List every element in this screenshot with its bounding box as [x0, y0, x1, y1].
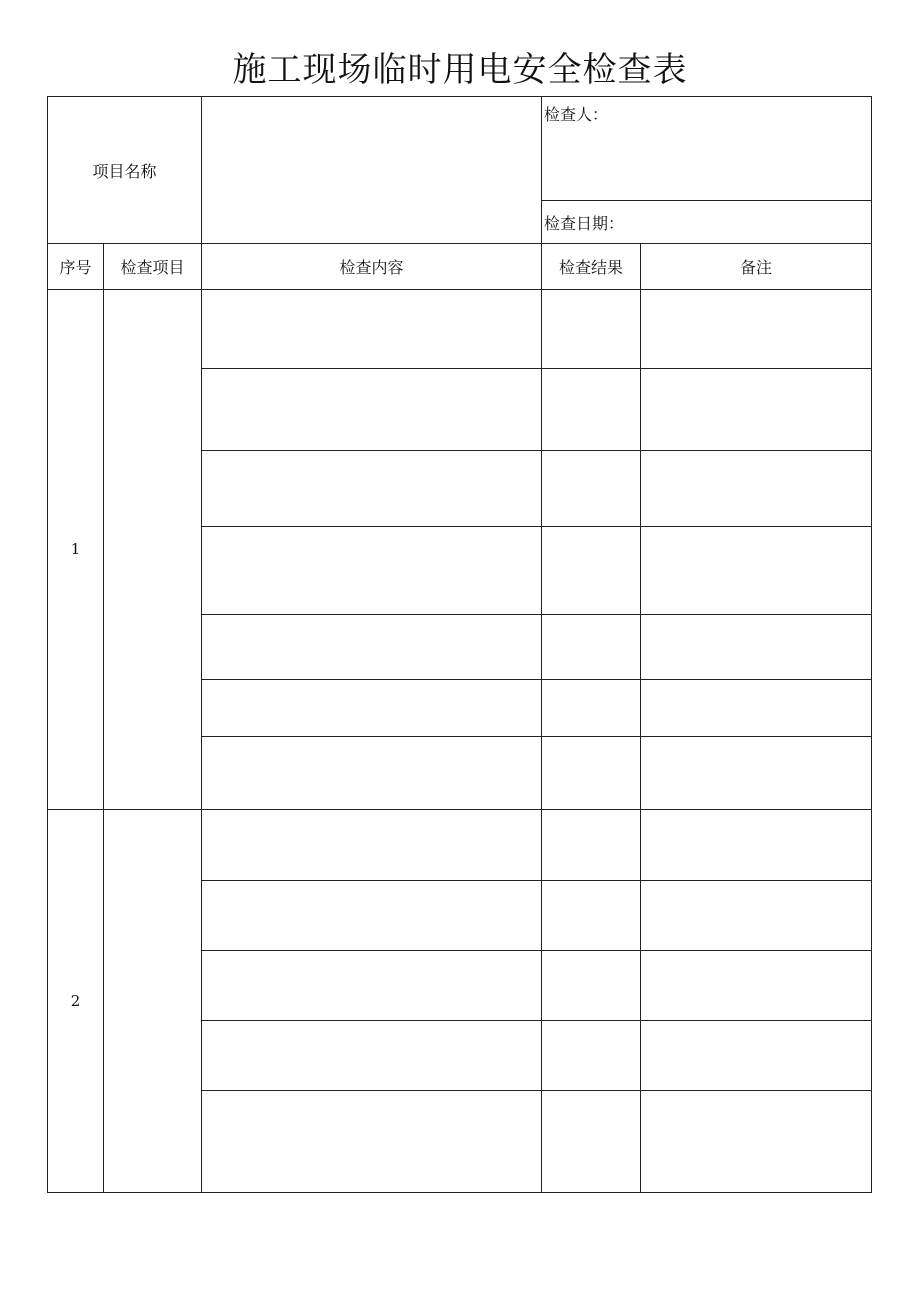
project-name-label: 项目名称: [48, 97, 202, 244]
check-result-cell[interactable]: [542, 451, 641, 527]
inspection-date-field[interactable]: 检查日期：: [542, 201, 872, 244]
remark-cell[interactable]: [641, 1090, 872, 1192]
check-result-cell[interactable]: [542, 369, 641, 451]
remark-cell[interactable]: [641, 736, 872, 809]
inspection-table: [47, 96, 872, 1193]
remark-cell[interactable]: [641, 369, 872, 451]
remark-cell[interactable]: [641, 451, 872, 527]
check-result-cell[interactable]: [542, 290, 641, 369]
check-content-cell[interactable]: [202, 809, 542, 880]
remark-cell[interactable]: [641, 950, 872, 1020]
table-row: [48, 809, 872, 880]
column-header-remark: 备注: [641, 244, 872, 290]
check-content-cell[interactable]: [202, 369, 542, 451]
table-row: [48, 290, 872, 369]
remark-cell[interactable]: [641, 680, 872, 736]
check-item-cell[interactable]: [104, 290, 202, 809]
check-result-cell[interactable]: [542, 950, 641, 1020]
remark-cell[interactable]: [641, 615, 872, 680]
remark-cell[interactable]: [641, 880, 872, 950]
check-content-cell[interactable]: [202, 1090, 542, 1192]
check-result-cell[interactable]: [542, 527, 641, 615]
column-header-index: 序号: [48, 244, 104, 290]
remark-cell[interactable]: [641, 527, 872, 615]
group-index-cell: 2: [48, 809, 104, 1192]
check-content-cell[interactable]: [202, 1020, 542, 1090]
project-name-field[interactable]: [202, 97, 542, 244]
check-result-cell[interactable]: [542, 809, 641, 880]
check-content-cell[interactable]: [202, 615, 542, 680]
check-result-cell[interactable]: [542, 615, 641, 680]
column-header-item: 检查项目: [104, 244, 202, 290]
check-content-cell[interactable]: [202, 736, 542, 809]
check-item-cell[interactable]: [104, 809, 202, 1192]
column-header-result: 检查结果: [542, 244, 641, 290]
remark-cell[interactable]: [641, 290, 872, 369]
check-content-cell[interactable]: [202, 451, 542, 527]
check-content-cell[interactable]: [202, 950, 542, 1020]
inspector-label: 检查人：: [544, 105, 609, 124]
check-result-cell[interactable]: [542, 880, 641, 950]
page-title: 施工现场临时用电安全检查表: [232, 50, 688, 90]
remark-cell[interactable]: [641, 809, 872, 880]
column-header-content: 检查内容: [202, 244, 542, 290]
check-content-cell[interactable]: [202, 680, 542, 736]
check-content-cell[interactable]: [202, 527, 542, 615]
group-index-cell: 1: [48, 290, 104, 809]
check-result-cell[interactable]: [542, 680, 641, 736]
check-result-cell[interactable]: [542, 1020, 641, 1090]
remark-cell[interactable]: [641, 1020, 872, 1090]
check-result-cell[interactable]: [542, 1090, 641, 1192]
check-content-cell[interactable]: [202, 290, 542, 369]
check-result-cell[interactable]: [542, 736, 641, 809]
inspector-field[interactable]: [542, 97, 872, 201]
check-content-cell[interactable]: [202, 880, 542, 950]
